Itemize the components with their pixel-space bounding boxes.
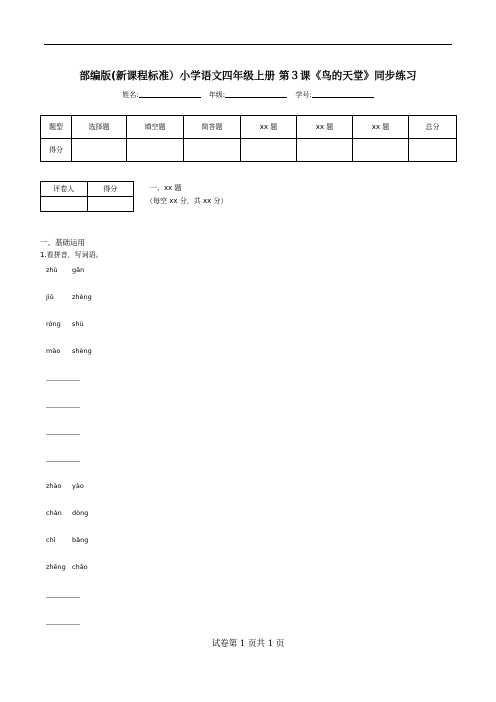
- answer-blank[interactable]: [46, 624, 80, 625]
- grader-header-cell: 评卷人: [41, 182, 88, 197]
- score-header-cell: xx 题: [241, 116, 297, 139]
- name-field[interactable]: [122, 90, 200, 100]
- student-id-field[interactable]: [295, 90, 373, 100]
- pinyin-item: zhēng chǎo: [46, 563, 88, 571]
- score-cell[interactable]: [353, 139, 409, 162]
- grade-field[interactable]: [209, 90, 287, 100]
- section-heading: 一、xx 题: [150, 184, 182, 192]
- score-header-cell: xx 题: [353, 116, 409, 139]
- grader-header-cell: 得分: [87, 182, 134, 197]
- answer-blank[interactable]: [46, 434, 80, 435]
- score-table-header-row: [41, 116, 457, 139]
- name-blank[interactable]: [139, 90, 201, 98]
- answer-blank[interactable]: [46, 461, 80, 462]
- part-title: 一、基础运用: [40, 238, 85, 247]
- grader-cell[interactable]: [41, 197, 88, 212]
- score-header-cell: 题型: [41, 116, 72, 139]
- question-title: 1.看拼音，写词语。: [40, 251, 103, 259]
- section-note: （每空 xx 分，共 xx 分）: [146, 197, 228, 205]
- student-id-label: 学号:: [295, 91, 312, 99]
- score-cell[interactable]: [127, 139, 184, 162]
- score-header-cell: 简答题: [184, 116, 241, 139]
- grader-table: [40, 181, 134, 212]
- score-cell[interactable]: [297, 139, 353, 162]
- pinyin-item: chì bǎng: [46, 536, 89, 544]
- grader-entry-row: [41, 197, 134, 212]
- grader-header-row: [41, 182, 134, 197]
- score-row-label: 得分: [41, 139, 72, 162]
- pinyin-item: mào shèng: [46, 347, 92, 355]
- score-cell[interactable]: [72, 139, 127, 162]
- page-footer: 试卷第 1 页共 1 页: [211, 639, 285, 649]
- grader-score-cell[interactable]: [87, 197, 134, 212]
- answer-blank[interactable]: [46, 407, 80, 408]
- pinyin-item: zhù gān: [46, 266, 85, 274]
- score-header-cell: 填空题: [127, 116, 184, 139]
- score-cell[interactable]: [409, 139, 457, 162]
- score-header-cell: 选择题: [72, 116, 127, 139]
- answer-blank[interactable]: [46, 380, 80, 381]
- score-header-cell: xx 题: [297, 116, 353, 139]
- grade-blank[interactable]: [225, 90, 287, 98]
- name-label: 姓名:: [122, 91, 139, 99]
- pinyin-item: róng shù: [46, 320, 84, 328]
- student-id-blank[interactable]: [312, 90, 374, 98]
- score-table-score-row: [41, 139, 457, 162]
- score-header-cell: 总分: [409, 116, 457, 139]
- top-rule: [44, 44, 452, 45]
- score-table: [40, 115, 457, 162]
- pinyin-item: zhào yào: [46, 482, 84, 490]
- pinyin-item: jiǔ zhèng: [46, 293, 92, 301]
- score-cell[interactable]: [241, 139, 297, 162]
- answer-blank[interactable]: [46, 597, 80, 598]
- pinyin-item: chàn dòng: [46, 509, 89, 517]
- student-info-line: [0, 90, 496, 100]
- score-cell[interactable]: [184, 139, 241, 162]
- page-title: 部编版(新课程标准）小学语文四年级上册 第３课《鸟的天堂》同步练习: [79, 70, 417, 82]
- grade-label: 年级:: [208, 91, 226, 99]
